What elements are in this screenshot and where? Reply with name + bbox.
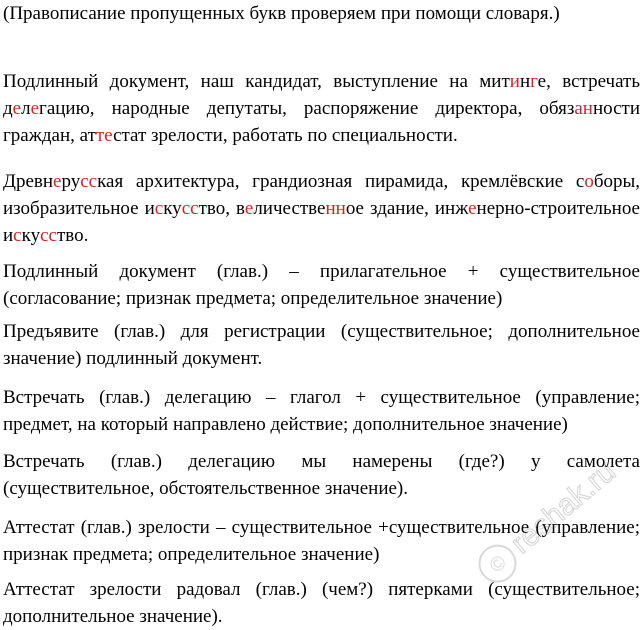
highlighted-letters: е xyxy=(244,198,254,219)
text-segment: ности граждан, ат xyxy=(3,98,640,146)
highlighted-letters: сс xyxy=(40,225,57,246)
text-segment: ку xyxy=(163,198,182,219)
highlighted-letters: е xyxy=(12,98,22,119)
highlighted-letters: те xyxy=(95,125,114,146)
highlighted-letters: и xyxy=(509,71,520,92)
paragraph-analysis-4 xyxy=(3,448,640,502)
highlighted-letters: е xyxy=(30,98,40,119)
text-segment: Аттестат зрелости радовал (глав.) (чем?) пятерками (существительное; дополнительное значение). xyxy=(3,579,640,627)
text-segment: личестве xyxy=(253,198,326,219)
text-segment: Предъявите (глав.) для регистрации (существительное; дополнительное значение) подлинный документ. xyxy=(3,321,640,369)
text-segment: тво. xyxy=(56,225,89,246)
text-segment: н xyxy=(519,71,531,92)
highlighted-letters: сс xyxy=(181,198,199,219)
heading-note: (Правописание пропущенных букв проверяем при помощи словаря.) xyxy=(3,3,560,24)
text-segment: ое здание, инж xyxy=(345,198,469,219)
text-segment: л xyxy=(21,98,31,119)
text-segment: гацию, народные депутаты, распоряжение директора, обяз xyxy=(39,98,575,119)
paragraph-analysis-2 xyxy=(3,318,640,372)
text-segment: ру xyxy=(61,171,81,192)
text-segment: тво, в xyxy=(198,198,245,219)
paragraph-analysis-5 xyxy=(3,514,640,568)
highlighted-letters: е xyxy=(468,198,477,219)
highlighted-letters: е xyxy=(53,171,62,192)
text-segment: Подлинный документ, наш кандидат, выступление на мит xyxy=(3,71,510,92)
paragraph-word-list-2 xyxy=(3,168,640,249)
text-segment: Древн xyxy=(3,171,54,192)
paragraph-analysis-3 xyxy=(3,384,640,438)
highlighted-letters: сс xyxy=(80,171,98,192)
text-segment: е, встречать д xyxy=(3,71,641,119)
paragraph-analysis-6 xyxy=(3,576,640,630)
text-segment: Встречать (глав.) делегацию мы намерены (где?) у самолета (существительное, обстоятельственное значение). xyxy=(3,451,640,499)
text-segment: Подлинный документ (глав.) – прилагательное + существительное (согласование; признак предмета; определительное значение) xyxy=(3,261,640,309)
highlighted-letters: о xyxy=(584,171,594,192)
watermark-text: reshak.ru xyxy=(504,454,622,561)
text-segment: Встречать (глав.) делегацию – глагол + существительное (управление; предмет, на который направлено действие; дополнительное значение) xyxy=(3,387,640,435)
text-segment: Аттестат (глав.) зрелости – существительное +существительное (управление; признак предмета; определительное значение) xyxy=(3,517,640,565)
text-segment: ку xyxy=(21,225,41,246)
text-segment: боры, изобразительное и xyxy=(3,171,640,219)
highlighted-letters: ан xyxy=(574,98,593,119)
copyright-symbol: © xyxy=(485,551,511,578)
text-segment: нерно-строительное и xyxy=(3,198,640,246)
highlighted-letters: нн xyxy=(325,198,346,219)
highlighted-letters: с xyxy=(13,225,22,246)
paragraph-analysis-1 xyxy=(3,258,640,312)
highlighted-letters: г xyxy=(530,71,538,92)
text-segment: стат зрелости, работать по специальности. xyxy=(113,125,458,146)
paragraph-word-list-1 xyxy=(3,68,640,149)
text-segment: кая архитектура, грандиозная пирамида, кремлёвские с xyxy=(97,171,585,192)
highlighted-letters: с xyxy=(154,198,164,219)
